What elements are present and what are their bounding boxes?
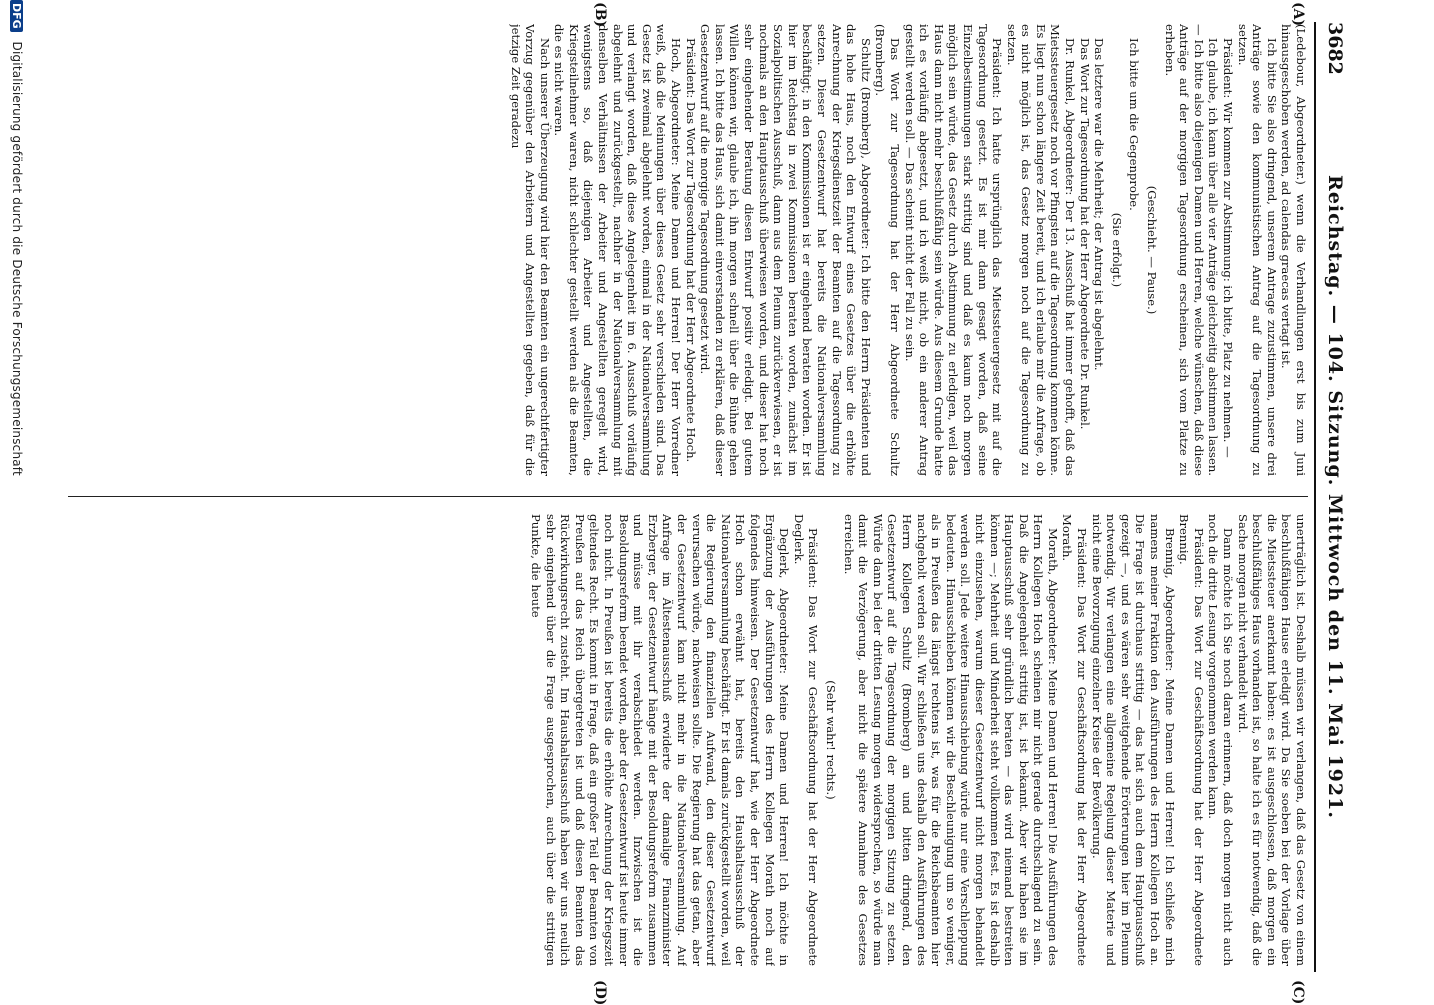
stage-direction: (Sehr wahr! rechts.) <box>824 680 838 800</box>
dfg-logo: DFG <box>10 0 23 32</box>
left-column <box>58 24 1308 476</box>
paragraph: Nach unserer Überzeugung wird hier den Beamten ein ungerechtfertigter Vorzug gegenüber den Arbeitern und Angestellten gegeben, daß für die jetzige Zeit geradezu <box>508 24 552 476</box>
speaker-paragraph: Präsident: Das Wort zur Geschäftsordnung hat der Herr Abgeordnete Morath. <box>1060 514 1090 966</box>
paragraph: Das letztere war die Mehrheit; der Antrag ist abgelehnt. <box>1092 38 1107 371</box>
speaker-paragraph: Präsident: Das Wort zur Geschäftsordnung hat der Herr Abgeordnete Brennig. <box>1177 514 1206 966</box>
paragraph: Ich bitte um die Gegenprobe. <box>1127 38 1142 211</box>
speaker-paragraph: Deglerk, Abgeordneter: Meine Damen und Herren! Ich möchte in Ergänzung der Ausführungen des Herrn Kollegen Morath noch auf folgendes hinweisen. Der Gesetzentwurf hat, wie der Herr Abgeordnete Hoch schon erwähnt hat, bereits den Haushaltsausschuß der Nationalversammlung beschäftigt. Er ist damals zurückgestellt worden, weil die Regierung den finanziellen Aufwand, den dieser Gesetzentwurf verursachen würde, nachweisen sollte. Die Regierung hat das getan, aber der Gesetzentwurf kam nicht mehr in die Nationalversammlung. Auf Anfrage im Ältestenausschuß erwiderte der damalige Finanzminister Erzberger, der Gesetzentwurf hänge mit der Besoldungsreform zusammen und müsse mit ihr verabschiedet werden. Inzwischen ist die Besoldungsreform beendet worden, aber der Gesetzentwurf ist heute immer noch nicht. In Preußen ist bereits die erhöhte Anrechnung der Kriegszeit geltendes Recht. Es kommt in Frage, daß ein großer Teil der Beamten von Preußen auf das Reich übergetreten ist und daß diesen Beamten das Rückwirkungsrecht zusteht. Im Haushaltsausschuß haben wir uns neulich sehr eingehend über die Frage ausgesprochen, auch über die strittigen Punkte, die heute <box>529 514 792 966</box>
paragraph: Das Wort zur Tagesordnung hat der Herr Abgeordnete Schultz (Bromberg). <box>873 24 902 476</box>
page-number: 3682 <box>1324 22 1346 75</box>
speaker-paragraph: Dr. Runkel, Abgeordneter: Der 13. Ausschuß hat immer gehofft, daß das Mietssteuergesetz noch vor Pfingsten auf die Tagesordnung kommen könne. Es liegt nun schon längere Zeit bereit, und ich erlaube mir die Anfrage, ob es nicht möglich ist, das Gesetz morgen noch auf die Tagesordnung zu setzen. <box>1004 24 1078 476</box>
digitization-footer <box>6 0 24 1000</box>
stage-direction: (Geschieht. — Pause.) <box>1145 185 1160 315</box>
paragraph: Ich bitte Sie also dringend, unserem Antrage zuzustimmen, unsere drei Anträge sowie den kommunistischen Antrag auf die Tagesordnung zu setzen. <box>1235 24 1279 476</box>
stage-direction: (Sie erfolgt.) <box>1109 212 1124 288</box>
speaker-paragraph: Präsident: Das Wort zur Geschäftsordnung hat der Herr Abgeordnete Deglerk. <box>791 514 821 966</box>
page-header <box>1314 22 1352 972</box>
footer-credit: Digitalisierung gefördert durch die Deutsche Forschungsgemeinschaft <box>10 41 24 476</box>
paragraph: unerträglich ist. Deshalb müssen wir verlangen, daß das Gesetz von einem beschlußfähigen Hause erledigt wird. Da Sie soeben bei der Vorlage über die Mietssteuer anerkannt haben: es ist ausgeschlossen, daß morgen ein beschlußfähiges Haus vorhanden ist, so halte ich es für notwendig, daß die Sache morgen nicht verhandelt wird. <box>1235 514 1308 966</box>
column-divider <box>68 496 1308 497</box>
speaker-paragraph: Brennig, Abgeordneter: Meine Damen und Herren! Ich schließe mich namens meiner Fraktion den Ausführungen des Herrn Kollegen Hoch an. Die Frage ist durchaus strittig — das hat sich auch dem Hauptausschuß gezeigt —, und es wären sehr weitgehende Erörterungen hier im Plenum notwendig. Wir verlangen eine allgemeine Regelung dieser Materie und nicht eine Bevorzugung einzelner Kreise der Bevölkerung. <box>1089 514 1177 966</box>
speaker-paragraph: Morath, Abgeordneter: Meine Damen und Herren! Die Ausführungen des Herrn Kollegen Hoch scheinen mir nicht gerade durchschlagend zu sein. Daß die Angelegenheit strittig ist, ist bekannt. Aber wir haben sie im Hauptausschuß sehr gründlich beraten — das wird niemand bestreiten können —; Mehrheit und Minderheit steht vollkommen fest. Es ist deshalb nicht einzusehen, warum dieser Gesetzentwurf nicht morgen behandelt werden soll. Jede weitere Hinausschiebung würde nur eine Verschleppung bedeuten. Hinausschieben können wir die Beschleunigung um so weniger, als in Preußen das längst rechtens ist, was für die Reichsbeamten hier nachgeholt werden soll. Wir schließen uns deshalb den Ausführungen des Herrn Kollegen Schultz (Bromberg) an und bitten dringend, den Gesetzentwurf auf die Tagesordnung der morgigen Sitzung zu setzen. Würde dann bei der dritten Lesung morgen widersprochen, so würde man damit die Verzögerung, aber nicht die spätere Annahme des Gesetzes erreichen. <box>841 514 1060 966</box>
right-column <box>58 514 1308 966</box>
speaker-paragraph: Hoch, Abgeordneter: Meine Damen und Herren! Der Herr Vorredner weiß, daß die Meinungen über dieses Gesetz sehr verschieden sind. Das Gesetz ist zweimal abgelehnt worden, einmal in der Nationalversammlung und verlangt worden, daß diese Angelegenheit im 6. Ausschuß vorläufig abgelehnt und zurückgestellt, nachher in der Nationalversammlung mit denselben Verhältnissen der Arbeiter und Angestellten geregelt wird, wenigstens so, daß diejenigen Arbeiter und Angestellten, die Kriegsteilnehmer waren, nicht schlechter gestellt werden als die Beamten, die es nicht waren. <box>552 24 684 476</box>
speaker-paragraph: Präsident: Das Wort zur Tagesordnung hat der Herr Abgeordnete Hoch. <box>683 38 698 463</box>
speaker-paragraph: Präsident: Ich hatte ursprünglich das Mietssteuergesetz mit auf die Tagesordnung gesetzt. Es ist mir dann gesagt worden, daß seine Einzelbestimmungen stark strittig sind und daß es kaum noch morgen möglich sein würde, das Gesetz durch Abstimmung zu erledigen, weil das Haus dann nicht mehr beschlußfähig sein würde. Aus diesem Grunde hatte ich es vorläufig abgesetzt, und ich weiß nicht, ob ein anderer Antrag gestellt werden soll. — Das scheint nicht der Fall zu sein. <box>902 24 1005 476</box>
speaker-paragraph: Präsident: Wir kommen zur Abstimmung: ich bitte, Platz zu nehmen. — <box>1221 38 1236 458</box>
paragraph: Ich glaube, ich kann über alle vier Anträge gleichzeitig abstimmen lassen. — Ich bitte also diejenigen Damen und Herren, welche wünschen, daß diese Anträge auf der morgigen Tagesordnung erscheinen, sich vom Platze zu erheben. <box>1162 24 1221 476</box>
margin-mark-a: (A) <box>1290 2 1306 27</box>
page-title: Reichstag. — 104. Sitzung. Mittwoch den 11. Mai 1921. <box>1324 175 1346 819</box>
margin-mark-b: (B) <box>592 2 608 28</box>
paragraph: Dann möchte ich Sie noch daran erinnern, daß doch morgen nicht auch noch die dritte Lesung vorgenommen werden kann. <box>1206 514 1236 966</box>
paragraph: (Ledebour, Abgeordneter.) wenn die Verhandlungen erst bis zum Juni hinausgeschoben werden, ad calendas graecas vertagt ist. <box>1279 24 1308 476</box>
paragraph: Das Wort zur Tagesordnung hat der Herr Abgeordnete Dr. Runkel. <box>1077 38 1092 430</box>
speaker-paragraph: Schultz (Bromberg), Abgeordneter: Ich bitte den Herrn Präsidenten und das hohe Haus, noch den Entwurf eines Gesetzes über die erhöhte Anrechnung der Kriegsdienstzeit der Beamten auf die Tagesordnung zu setzen. Dieser Gesetzentwurf hat bereits die Nationalversammlung beschäftigt; in den Kommissionen ist er eingehend beraten worden. Er ist hier im Reichstag in zwei Kommissionen beraten worden, zunächst im Sozialpolitischen Ausschuß, dann aus dem Plenum zurückverwiesen, er ist nochmals an den Hauptausschuß überwiesen worden, und dieser hat noch sehr eingehender Beratung diesen Entwurf positiv erledigt. Bei gutem Willen können wir, glaube ich, ihn morgen schnell über die Bühne gehen lassen. Ich bitte das Haus, sich damit einverstanden zu erklären, daß dieser Gesetzentwurf auf die morgige Tagesordnung gesetzt wird. <box>698 24 873 476</box>
margin-mark-c: (C) <box>1290 980 1306 1005</box>
margin-mark-d: (D) <box>592 980 608 1005</box>
